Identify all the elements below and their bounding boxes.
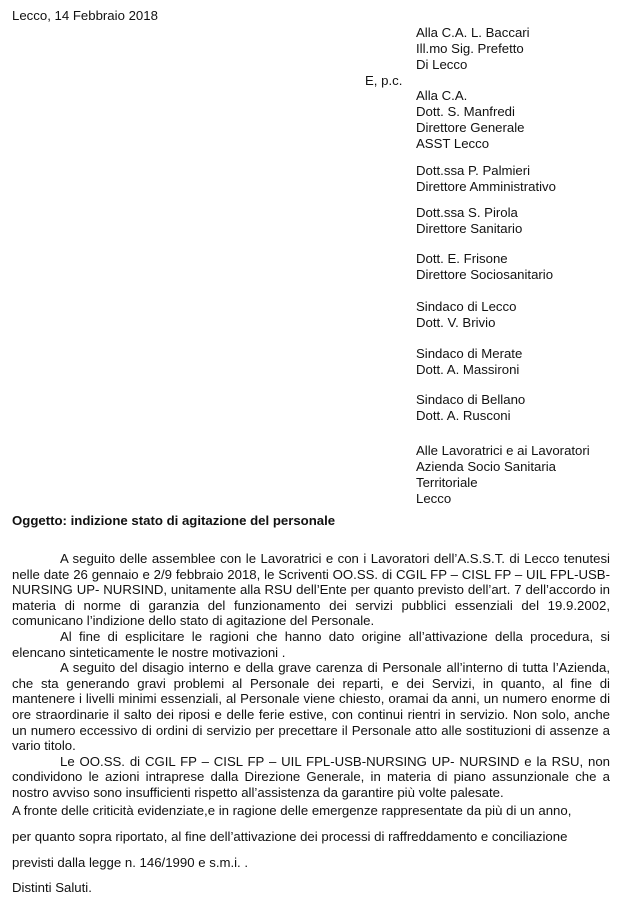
recipient-line: Dott. A. Rusconi: [416, 408, 511, 423]
recipient-block-sanitario: [416, 205, 522, 237]
recipient-line: Ill.mo Sig. Prefetto: [416, 41, 524, 56]
recipient-line: Azienda Socio Sanitaria: [416, 459, 557, 474]
recipient-line: Direttore Sociosanitario: [416, 267, 554, 282]
recipient-line: Alla C.A. L. Baccari: [416, 25, 530, 40]
recipient-block-amministrativo: [416, 163, 556, 195]
recipient-block-sindaco-bellano: [416, 392, 525, 424]
recipient-line: Sindaco di Bellano: [416, 392, 526, 407]
recipient-line: Sindaco di Lecco: [416, 299, 517, 314]
recipient-line: Di Lecco: [416, 57, 468, 72]
paragraph: Al fine di esplicitare le ragioni che hanno dato origine all’attivazione della procedura, si elencano sinteticamente le nostre motivazioni .: [12, 628, 610, 660]
letter-body: [12, 551, 610, 801]
recipient-line: Dott.ssa P. Palmieri: [416, 163, 531, 178]
closing-line: per quanto sopra riportato, al fine dell’attivazione dei processi di raffreddamento e conciliazione: [12, 829, 568, 844]
recipient-line: Dott. V. Brivio: [416, 315, 496, 330]
recipient-line: Alle Lavoratrici e ai Lavoratori: [416, 443, 590, 458]
cc-marker: E, p.c.: [365, 73, 403, 88]
recipient-block-direttore-generale: [416, 88, 524, 152]
recipient-block-lavoratori: [416, 443, 590, 507]
date-line: Lecco, 14 Febbraio 2018: [12, 8, 158, 23]
recipient-line: Sindaco di Merate: [416, 346, 523, 361]
recipient-line: Direttore Sanitario: [416, 221, 523, 236]
recipient-line: Direttore Generale: [416, 120, 525, 135]
paragraph: A seguito del disagio interno e della grave carenza di Personale all’interno di tutta l’Azienda, che sta generando gravi problemi al Personale dei reparti, e dei Servizi, in quanto, al fine di mantenere i livelli minimi essenziali, al Personale viene chiesto, oramai da anni, un numero enorme di ore straordinarie il salto dei riposi e delle ferie estive, con continui rientri in servizio. Non solo, anche un numero eccessivo di ordini di servizio per precettare il Personale atto alle sostituzioni di assenze a vario titolo.: [12, 660, 610, 754]
recipient-line: Dott. E. Frisone: [416, 251, 508, 266]
recipient-block-sindaco-merate: [416, 346, 522, 378]
recipient-block-prefetto: [416, 25, 530, 73]
recipient-block-sindaco-lecco: [416, 299, 516, 331]
recipient-line: Dott.ssa S. Pirola: [416, 205, 518, 220]
paragraph: A seguito delle assemblee con le Lavoratrici e con i Lavoratori dell’A.S.S.T. di Lecco tenutesi nelle date 26 gennaio e 2/9 febbraio 2018, le Scriventi OO.SS. di CGIL FP – CISL FP – UIL FPL-USB-NURSING UP- NURSIND, unitamente alla RSU dell’Ente per quanto previsto dell’art. 7 dell’accordo in materia di norme di garanzia del funzionamento dei servizi pubblici essenziali del 19.9.2002, comunicano l’indizione dello stato di agitazione del Personale.: [12, 551, 610, 629]
closing-line: A fronte delle criticità evidenziate,e in ragione delle emergenze rappresentate da più di un anno,: [12, 803, 572, 818]
recipient-line: Dott. A. Massironi: [416, 362, 520, 377]
subject-line: Oggetto: indizione stato di agitazione del personale: [12, 513, 336, 528]
closing-line: previsti dalla legge n. 146/1990 e s.m.i. .: [12, 855, 249, 870]
recipient-line: Direttore Amministrativo: [416, 179, 556, 194]
recipient-line: Dott. S. Manfredi: [416, 104, 515, 119]
recipient-line: Alla C.A.: [416, 88, 468, 103]
recipient-block-sociosanitario: [416, 251, 553, 283]
paragraph: Le OO.SS. di CGIL FP – CISL FP – UIL FPL-USB-NURSING UP- NURSIND e la RSU, non condividono le azioni intraprese dalla Direzione Generale, in materia di piano assunzionale che a nostro avviso sono insufficienti rispetto all’assistenza da garantire più volte palesate.: [12, 753, 610, 800]
recipient-line: Territoriale: [416, 475, 478, 490]
recipient-line: Lecco: [416, 491, 452, 506]
recipient-line: ASST Lecco: [416, 136, 490, 151]
signoff: Distinti Saluti.: [12, 880, 92, 895]
